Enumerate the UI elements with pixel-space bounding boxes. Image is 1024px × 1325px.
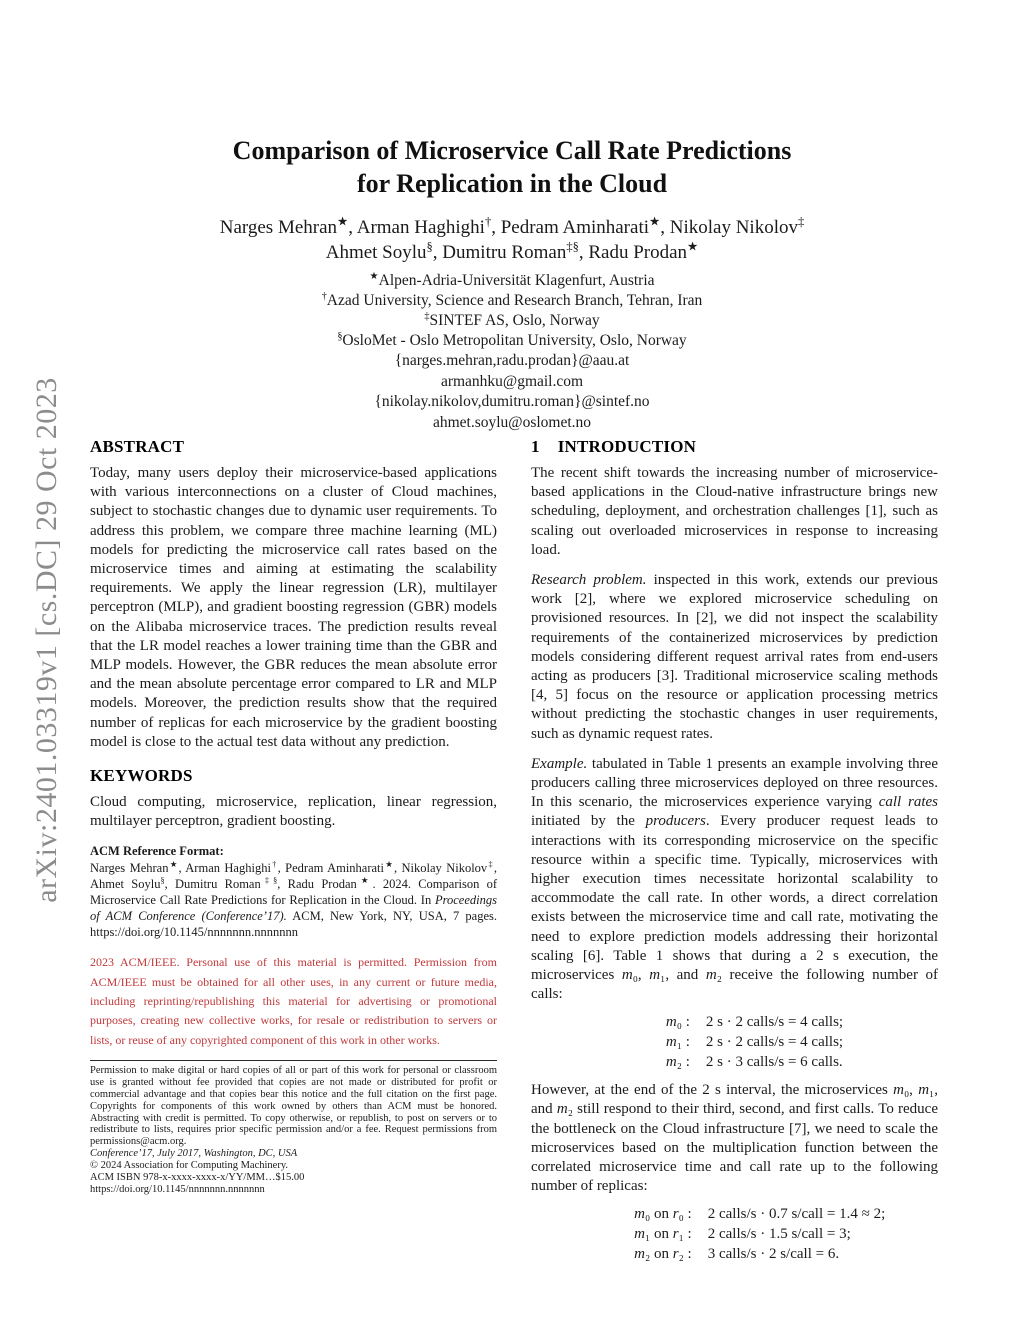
text-segment: ₁ on (645, 1226, 673, 1243)
paper-title-line-1: Comparison of Microservice Call Rate Predictions (232, 136, 792, 165)
acm-reference-text (90, 861, 497, 940)
equation-block-replicas (584, 1205, 886, 1264)
text-segment: ★ (649, 214, 661, 229)
text-segment: ‡ (424, 310, 430, 322)
text-segment: m (705, 967, 717, 984)
affiliation-line (0, 271, 1024, 291)
text-segment: 2 calls/s · 1.5 s/call = 3; (707, 1226, 851, 1243)
text-segment: ‡ (798, 214, 805, 229)
text-segment: m (621, 967, 633, 984)
text-segment: m (918, 1082, 930, 1099)
text-segment: Alpen-Adria-Universität Klagenfurt, Austria (378, 272, 655, 289)
text-segment: ₁ : (678, 1226, 692, 1243)
text-segment: ₀ : (676, 1014, 690, 1031)
text-segment: Proceedings of ACM Conference (Conference’17). (90, 893, 497, 923)
conference-line: Conference’17, July 2017, Washington, DC, USA (90, 1148, 298, 1160)
text-segment: m (634, 1245, 645, 1262)
right-column (531, 437, 938, 1273)
text-segment: r (672, 1226, 679, 1243)
text-segment: . 2024. Comparison of Microservice Call Rate Predictions for Replication in the Cloud. In (90, 877, 498, 908)
text-segment: 2 calls/s · 0.7 s/call = 1.4 ≈ 2; (707, 1206, 886, 1223)
text-segment: ₀, (632, 967, 650, 984)
intro-paragraph-example (531, 755, 938, 1005)
text-segment: m (665, 1034, 677, 1051)
text-segment: ₁, and (660, 967, 706, 984)
equation-row (584, 1245, 886, 1265)
text-segment: ₂ receive the following number of calls: (531, 967, 938, 1003)
equation-rhs (708, 1205, 886, 1225)
text-segment: ₁, and (531, 1082, 939, 1118)
text-segment: ₀, (903, 1082, 919, 1099)
acm-reference-heading: ACM Reference Format: (90, 844, 224, 859)
abstract-heading: ABSTRACT (90, 437, 185, 456)
paragraph-lead-in: Research problem. (531, 572, 647, 589)
author-line (0, 215, 1024, 240)
arxiv-watermark: arXiv:2401.03319v1 [cs.DC] 29 Oct 2023 (30, 377, 63, 903)
text-segment: Narges Mehran (219, 217, 338, 238)
text-segment: , Pedram Aminharati (277, 861, 385, 876)
text-segment: , Nikolay Nikolov (393, 861, 488, 876)
equation-lhs (626, 1013, 690, 1033)
paper-header (0, 134, 1024, 433)
text-segment: r (672, 1206, 679, 1223)
text-segment: , Dumitru Roman (432, 242, 567, 263)
paper-body (90, 437, 938, 1273)
text-segment: ‡ (487, 860, 494, 870)
equation-rhs (706, 1033, 843, 1053)
equation-row (626, 1013, 843, 1033)
email-line: ahmet.soylu@oslomet.no (432, 413, 592, 431)
text-segment: tabulated in Table 1 presents an example involving three producers calling three microservices deployed on three resources. In this scenario, the microservices experience varying (531, 755, 938, 811)
text-segment: ★ (687, 239, 699, 254)
text-segment: § (426, 239, 433, 254)
acm-copyright-line: © 2024 Association for Computing Machinery. (90, 1160, 289, 1172)
text-segment: ₀ on (645, 1206, 673, 1223)
text-segment: , Nikolay Nikolov (660, 217, 798, 238)
equation-rhs (706, 1013, 843, 1033)
intro-paragraph-research-problem (531, 571, 938, 744)
intro-paragraph-however (531, 1081, 938, 1196)
email-line: {nikolay.nikolov,dumitru.roman}@sintef.no (374, 393, 650, 410)
text-segment: Narges Mehran (90, 861, 169, 876)
equation-rhs (708, 1225, 851, 1245)
text-segment: ₂ : (676, 1053, 690, 1070)
text-segment: ACM, New York, NY, USA, 7 pages. https://doi.org/10.1145/nnnnnnn.nnnnnnn (90, 908, 497, 939)
permission-statement: Permission to make digital or hard copies of all or part of this work for personal or classroom use is granted without fee provided that copies are not made or distributed for profit or commercial advantage and that copies bear this notice and the full citation on the first page. Copyrights for components of this work owned by others than ACM must be honored. Abstracting with credit is permitted. To copy otherwise, or republish, to post on servers or to redistribute to lists, requires prior specific permission and/or a fee. Request permissions from permissions@acm.org. (90, 1064, 497, 1148)
paragraph-body: inspected in this work, extends our previous work [2], where we explored microservice scheduling on provisioned resources. In [2], we did not inspect the scalability requirements of the containerized microservices by prediction models considering different request arrival rates from end-users acting as producers [3]. Traditional microservice scaling methods [4, 5] focus on the resource or application processing metrics without predicting the stochastic changes in user requirements, such as dynamic request rates. (531, 572, 938, 742)
text-segment: 2 s · 3 calls/s = 6 calls. (705, 1053, 843, 1070)
affiliation-line (0, 291, 1024, 311)
paper-title-line-2: for Replication in the Cloud (356, 169, 668, 198)
equation-row (584, 1205, 886, 1225)
affiliation-line (0, 331, 1024, 351)
text-segment: However, at the end of the 2 s interval, the microservices (531, 1082, 894, 1099)
text-segment: m (634, 1226, 645, 1243)
abstract-text: Today, many users deploy their microservice-based applications with various interconnections on a cluster of Cloud machines, subject to stochastic changes due to dynamic user requirements. To address this problem, we compare three machine learning (ML) models for predicting the microservice call rates based on the microservice times and aiming at estimating the scalability requirements. We apply the linear regression (LR), multilayer perceptron (MLP), and gradient boosting regression (GBR) models on the Alibaba microservice traces. The prediction results reveal that the LR model reaches a lower training time than the GBR and MLP models. However, the GBR reduces the mean absolute error and the mean absolute percentage error compared to LR and MLP models. Moreover, the prediction results show that the required number of replicas for each microservice by the gradient boosting model is close to the actual test data without any prediction. (90, 465, 497, 750)
text-segment: m (556, 1101, 568, 1118)
text-segment: ★ (337, 214, 349, 229)
email-list (0, 351, 1024, 433)
footnote-rule (90, 1060, 497, 1061)
text-segment: Azad University, Science and Research Branch, Tehran, Iran (326, 292, 703, 309)
text-segment: ‡§ (260, 876, 278, 886)
paragraph-body (531, 756, 938, 1002)
text-segment: , Ahmet Soylu (90, 861, 498, 892)
text-segment: ‡§ (566, 239, 579, 254)
text-segment: 2 s · 2 calls/s = 4 calls; (705, 1034, 844, 1051)
text-segment: , Pedram Aminharati (491, 217, 650, 238)
equation-row (584, 1225, 886, 1245)
text-segment: ★ (384, 860, 394, 870)
left-column (90, 437, 497, 1273)
text-segment: 2 s · 2 calls/s = 4 calls; (705, 1014, 844, 1031)
text-segment: ★ (369, 270, 379, 282)
text-segment: m (665, 1014, 677, 1031)
text-segment: ★ (168, 860, 179, 870)
text-segment: † (270, 860, 278, 870)
text-segment: § (337, 330, 343, 342)
text-segment: § (160, 876, 165, 886)
equation-lhs (584, 1205, 692, 1225)
text-segment: initiated by the (531, 813, 646, 830)
isbn-line: ACM ISBN 978-x-xxxx-xxxx-x/YY/MM…$15.00 (90, 1172, 305, 1184)
equation-row (626, 1033, 843, 1053)
equation-lhs (626, 1033, 690, 1053)
text-segment: OsloMet - Oslo Metropolitan University, Oslo, Norway (342, 332, 687, 349)
text-segment: m (634, 1206, 645, 1223)
copyright-notice: 2023 ACM/IEEE. Personal use of this material is permitted. Permission from ACM/IEEE must be obtained for all other uses, in any current or future media, including reprinting/republishing this material for advertising or promotional purposes, creating new collective works, for resale or redistribution to servers or lists, or reuse of any copyrighted component of this work in other works. (90, 955, 497, 1047)
text-segment: Ahmet Soylu (325, 242, 427, 263)
keywords-text: Cloud computing, microservice, replication, linear regression, multilayer perceptron, gradient boosting. (90, 794, 497, 830)
text-segment: SINTEF AS, Oslo, Norway (429, 312, 600, 329)
text-segment: call rates (878, 794, 938, 811)
equation-row (626, 1053, 843, 1073)
text-segment: ★ (356, 876, 373, 886)
author-list (0, 215, 1024, 265)
affiliation-list (0, 271, 1024, 351)
text-segment: ₀ : (678, 1206, 692, 1223)
equation-rhs (706, 1053, 843, 1073)
affiliation-line (0, 311, 1024, 331)
doi-line: https://doi.org/10.1145/nnnnnnn.nnnnnnn (90, 1183, 265, 1195)
text-segment: . Every producer request leads to interactions with its corresponding microservice on the specific resource within a specific time. Typically, microservices with higher execution times necessitate horizontal scalability to accommodate the call rate. In other words, a direct correlation exists between the microservice time and call rate, motivating the need to explore prediction models addressing their horizontal scaling [6]. Table 1 shows that during a 2 s execution, the microservices (531, 813, 938, 984)
text-segment: m (649, 967, 661, 984)
author-line (0, 240, 1024, 265)
text-segment: r (672, 1245, 679, 1262)
text-segment: , Dumitru Roman (164, 877, 261, 892)
equation-lhs (626, 1053, 690, 1073)
equation-block-calls (626, 1013, 843, 1072)
keywords-heading: KEYWORDS (90, 766, 193, 786)
email-line: {narges.mehran,radu.prodan}@aau.at (394, 352, 630, 369)
text-segment: , Arman Haghighi (348, 217, 485, 238)
equation-lhs (584, 1225, 692, 1245)
email-line: armanhku@gmail.com (440, 372, 584, 390)
introduction-heading (531, 437, 938, 457)
section-title: INTRODUCTION (557, 437, 697, 456)
paper-title (0, 134, 1024, 200)
text-segment: , Radu Prodan (578, 242, 688, 263)
equation-rhs (708, 1245, 839, 1265)
text-segment: ₁ : (676, 1034, 690, 1051)
equation-lhs (584, 1245, 692, 1265)
text-segment: 3 calls/s · 2 s/call = 6. (707, 1245, 840, 1262)
text-segment: m (665, 1053, 677, 1070)
text-segment: ₂ : (678, 1245, 692, 1262)
text-segment: † (484, 214, 492, 229)
text-segment: ₂ on (645, 1245, 673, 1262)
intro-paragraph-1: The recent shift towards the increasing number of microservice-based applications in the Cloud-native infrastructure brings new scheduling, deployment, and orchestration challenges [1], such as scaling out overloaded microservices in response to increasing load. (531, 465, 938, 558)
text-segment: , Radu Prodan (277, 877, 357, 892)
text-segment: producers (645, 813, 706, 830)
text-segment: ₂ still respond to their third, second, and first calls. To reduce the bottleneck on the Cloud infrastructure [7], we need to scale the microservices based on the multiplication function between the correlated microservice time and call rate up to the following number of replicas: (531, 1101, 938, 1195)
text-segment: m (893, 1082, 904, 1099)
text-segment: , Arman Haghighi (178, 861, 271, 876)
text-segment: † (321, 290, 327, 302)
section-number: 1 (531, 437, 540, 456)
paragraph-lead-in: Example. (531, 755, 588, 772)
